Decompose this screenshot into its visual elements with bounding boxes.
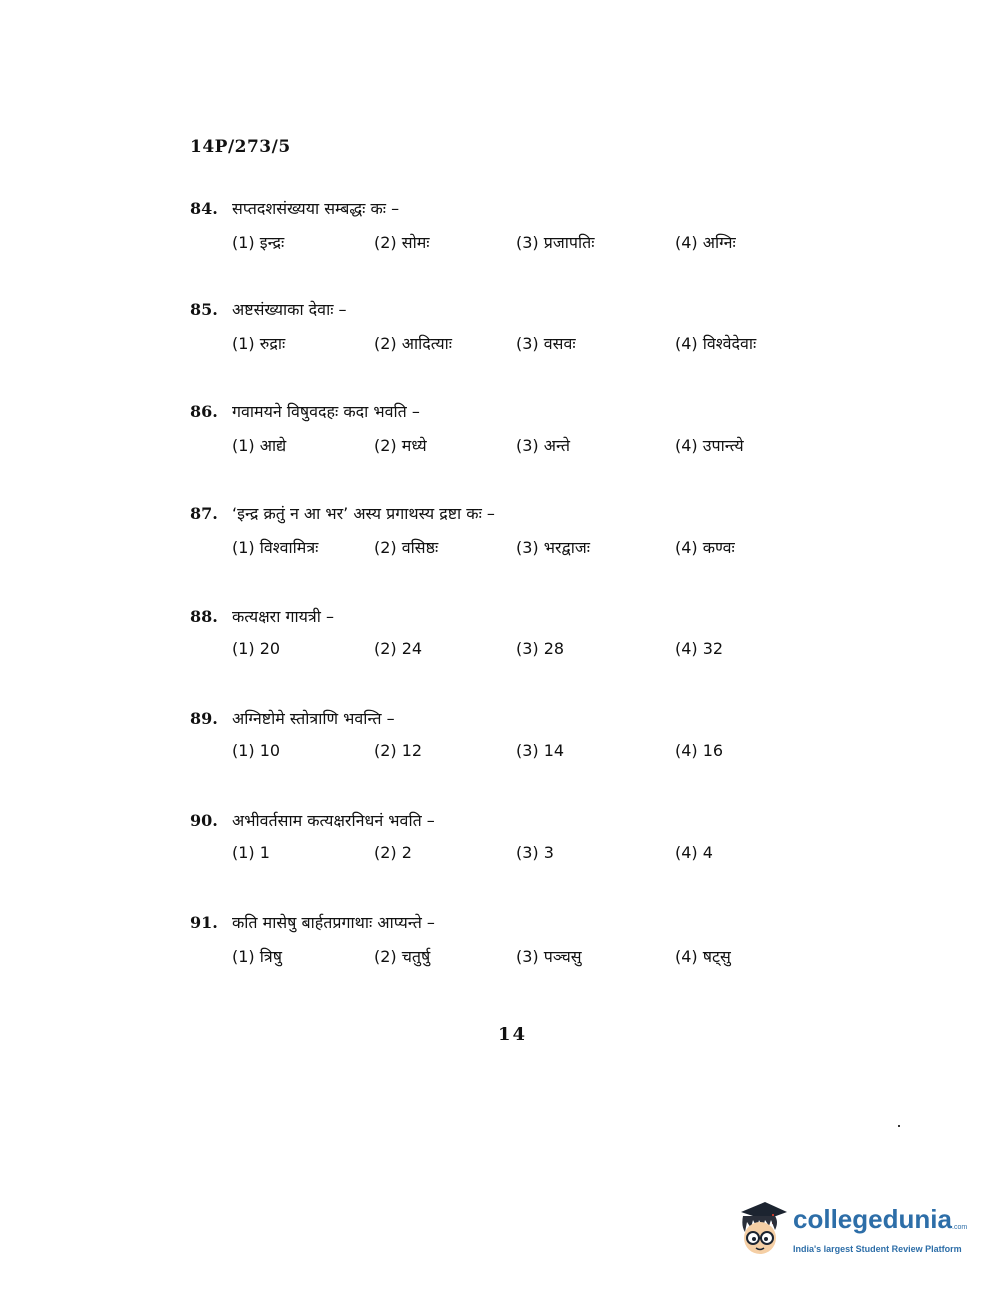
paper-code: 14P/273/5 <box>190 137 291 157</box>
option-3: (3) 28 <box>516 639 565 658</box>
question-86 <box>190 400 810 468</box>
option-1: (1) 10 <box>232 741 281 760</box>
option-2: (2) 2 <box>374 843 412 862</box>
option-4: (4) 4 <box>675 843 713 862</box>
option-2: (2) 24 <box>374 639 423 658</box>
question-84 <box>190 197 810 265</box>
option-3: (3) 3 <box>516 843 554 862</box>
option-1: (1) 20 <box>232 639 281 658</box>
question-number: 91. <box>190 913 218 932</box>
collegedunia-logo <box>735 1198 968 1262</box>
question-number: 86. <box>190 402 218 421</box>
question-text: अभीवर्तसाम कत्यक्षरनिधनं भवति – <box>232 811 435 830</box>
option-1: (1) 1 <box>232 843 270 862</box>
page-number: 14 <box>498 1024 528 1045</box>
option-2: (2) चतुर्षु <box>374 947 431 966</box>
question-87 <box>190 502 810 570</box>
option-1: (1) त्रिषु <box>232 947 282 966</box>
question-text: कत्यक्षरा गायत्री – <box>232 607 334 626</box>
option-1: (1) आद्ये <box>232 436 287 455</box>
option-3: (3) भरद्वाजः <box>516 538 590 557</box>
question-88 <box>190 605 810 673</box>
option-2: (2) मध्ये <box>374 436 427 455</box>
question-text: कति मासेषु बार्हतप्रगाथाः आप्यन्ते – <box>232 913 435 932</box>
question-89 <box>190 707 810 775</box>
brand-name: collegedunia <box>793 1204 952 1234</box>
option-4: (4) विश्वेदेवाः <box>675 334 757 353</box>
option-1: (1) इन्द्रः <box>232 233 285 252</box>
question-number: 85. <box>190 300 218 319</box>
option-1: (1) रुद्राः <box>232 334 286 353</box>
option-3: (3) अन्ते <box>516 436 571 455</box>
question-85 <box>190 298 810 366</box>
brand-suffix: .com <box>952 1224 968 1231</box>
option-2: (2) सोमः <box>374 233 430 252</box>
brand-tagline: India's largest Student Review Platform <box>793 1244 962 1254</box>
option-3: (3) वसवः <box>516 334 576 353</box>
question-91 <box>190 911 810 979</box>
option-2: (2) 12 <box>374 741 423 760</box>
question-text: अष्टसंख्याका देवाः – <box>232 300 347 319</box>
question-text: ‘इन्द्र क्रतुं न आ भर’ अस्य प्रगाथस्य द्रष्टा कः – <box>232 504 495 523</box>
question-90 <box>190 809 810 877</box>
mascot-icon <box>735 1198 789 1258</box>
question-number: 88. <box>190 607 218 626</box>
option-4: (4) 16 <box>675 741 724 760</box>
option-4: (4) षट्सु <box>675 947 731 966</box>
question-number: 84. <box>190 199 218 218</box>
question-text: अग्निष्टोमे स्तोत्राणि भवन्ति – <box>232 709 395 728</box>
option-3: (3) प्रजापतिः <box>516 233 595 252</box>
option-3: (3) 14 <box>516 741 565 760</box>
option-1: (1) विश्वामित्रः <box>232 538 319 557</box>
option-2: (2) वसिष्ठः <box>374 538 439 557</box>
option-4: (4) उपान्त्ये <box>675 436 744 455</box>
question-number: 90. <box>190 811 218 830</box>
question-text: सप्तदशसंख्यया सम्बद्धः कः – <box>232 199 400 218</box>
stray-mark <box>898 1125 900 1127</box>
question-number: 87. <box>190 504 218 523</box>
question-number: 89. <box>190 709 218 728</box>
option-3: (3) पञ्चसु <box>516 947 582 966</box>
question-text: गवामयने विषुवदहः कदा भवति – <box>232 402 420 421</box>
option-4: (4) अग्निः <box>675 233 736 252</box>
option-2: (2) आदित्याः <box>374 334 453 353</box>
option-4: (4) कण्वः <box>675 538 735 557</box>
option-4: (4) 32 <box>675 639 724 658</box>
